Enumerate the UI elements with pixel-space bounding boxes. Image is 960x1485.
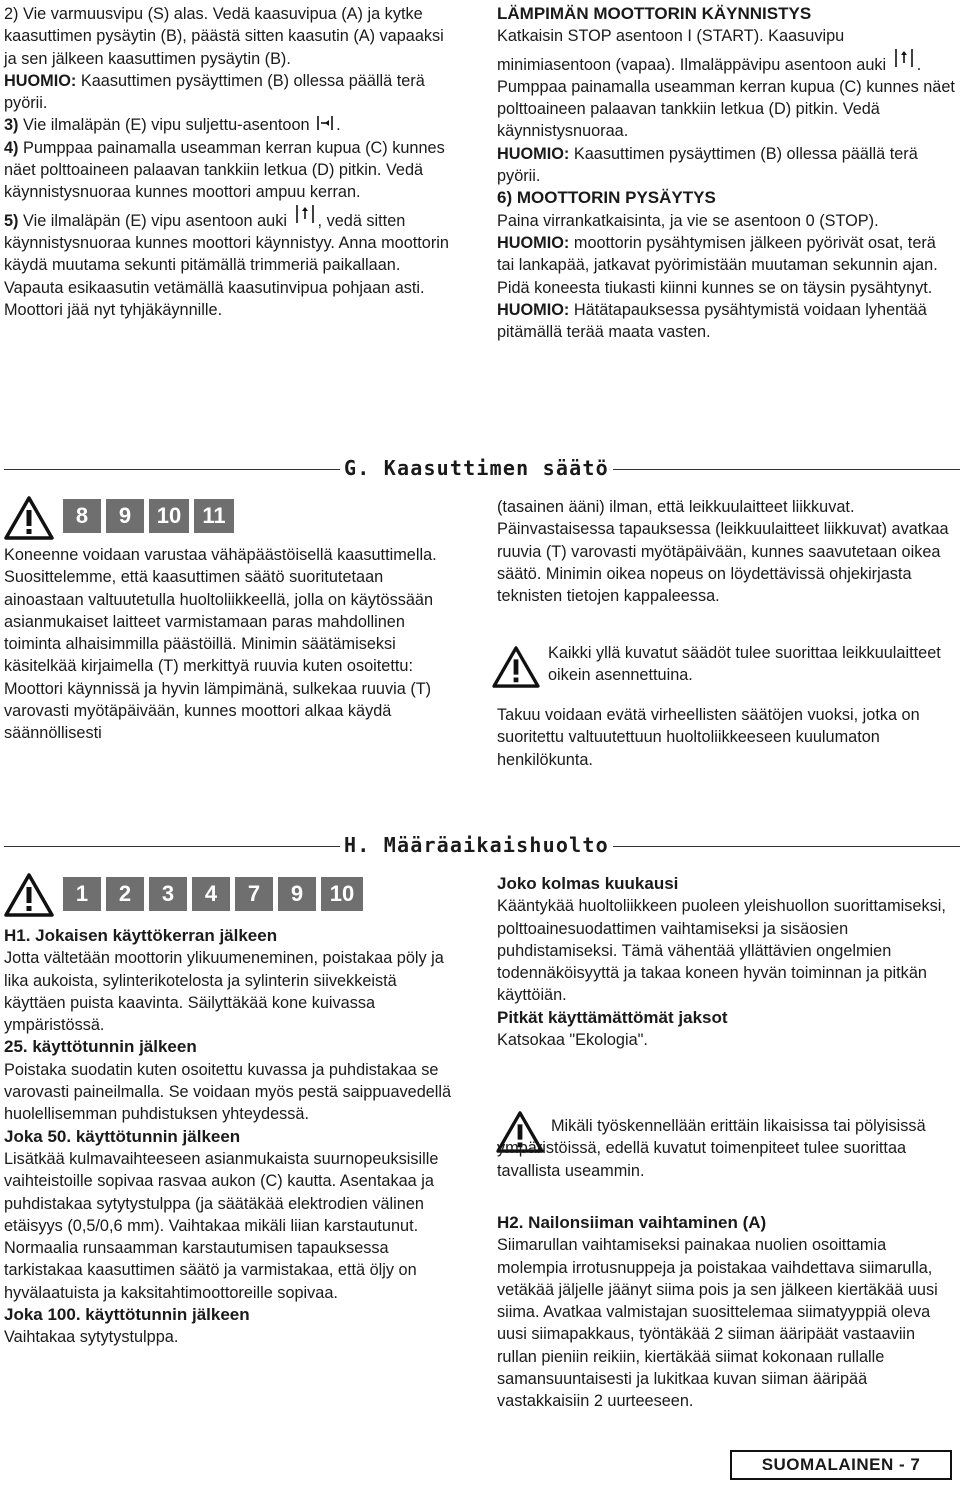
section-g-figure-refs xyxy=(63,499,234,533)
warning-triangle-icon xyxy=(4,873,54,917)
step-5-text xyxy=(4,204,456,321)
section-g-right xyxy=(497,496,955,607)
h100-heading: Joka 100. käyttötunnin jälkeen xyxy=(4,1305,250,1325)
step-4-number: 4) xyxy=(4,138,19,157)
h100-text: Vaihtakaa sytytystulppa. xyxy=(4,1328,179,1347)
warning-text: Mikäli työskennellään erittäin likaisissa tai pölyisissä ympäristöissä, edellä kuvatut toimenpiteet tulee suorittaa tavallista useammin. xyxy=(497,1117,926,1180)
section-g-warranty xyxy=(497,704,955,771)
figure-ref: 10 xyxy=(149,499,189,533)
figure-ref: 7 xyxy=(235,877,273,911)
choke-open-icon xyxy=(294,204,316,224)
section-h-right xyxy=(497,873,955,1051)
h50-heading: Joka 50. käyttötunnin jälkeen xyxy=(4,1126,241,1146)
note-text: Kaasuttimen pysäyttimen (B) ollessa päällä terä pyörii. xyxy=(4,71,425,113)
idle-text: Katsokaa "Ekologia". xyxy=(497,1031,648,1050)
warm-note xyxy=(497,143,955,188)
warning-triangle-icon xyxy=(492,646,540,688)
step-5-number: 5) xyxy=(4,211,19,230)
figure-ref: 1 xyxy=(63,877,101,911)
figure-ref: 9 xyxy=(278,877,316,911)
note-text: moottorin pysähtymisen jälkeen pyörivät osat, terä tai lankapää, jatkavat pyörimistään muutaman sekunnin ajan. Pidä koneesta tiukasti kiinni kunnes se on täysin pysähtynyt. xyxy=(497,233,938,297)
note-label: HUOMIO: xyxy=(497,300,570,319)
section-h-warning xyxy=(497,1115,955,1182)
section-g-warning xyxy=(548,642,948,687)
step-3-body: Vie ilmaläpän (E) vipu suljettu-asentoon xyxy=(18,116,310,135)
stop-heading: 6) MOOTTORIN PYSÄYTYS xyxy=(497,188,716,208)
section-g-left xyxy=(4,544,456,745)
carburetor-text: Koneenne voidaan varustaa vähäpäästöisellä kaasuttimella. Suosittelemme, että kaasuttimen säätö suoritutetaan ainoastaan valtuutetulla huoltoliikkeellä, jolla on käytössään asianmukaiset laitteet varmistamaan paras mahdollinen toiminta alhaisimmilla päästöillä. Minimin säätämiseksi käsitelkää kirjaimella (T) merkittyä ruuvia kuten osoitettu: Moottori käynnissä ja hyvin lämpimänä, sulkekaa ruuvia (T) varovasti myötäpäivään, kunnes moottori alkaa käydä säännöllisesti xyxy=(4,546,437,743)
warning-text: Kaikki yllä kuvatut säädöt tulee suorittaa leikkuulaitteet oikein asennettuina. xyxy=(548,644,941,685)
stop-text: Paina virrankatkaisinta, ja vie se asentoon 0 (STOP). xyxy=(497,211,879,230)
quarter-text: Kääntykää huoltoliikkeen puoleen yleishuollon suorittamiseksi, polttoainesuodattimen vaihtamiseksi ja sisäosien puhdistamiseksi. Tämä vähentää yllättävien ongelmien todennäköisyyttä ja takaa koneen hyvän toiminnan ja pitkän käyttöiän. xyxy=(497,897,946,1005)
figure-ref: 9 xyxy=(106,499,144,533)
idle-heading: Pitkät käyttämättömät jaksot xyxy=(497,1007,728,1027)
step-3-number: 3) xyxy=(4,116,19,135)
note-text: Hätätapauksessa pysähtymistä voidaan lyhentää pitämällä terää maata vasten. xyxy=(497,300,927,342)
section-h2 xyxy=(497,1212,955,1413)
quarter-heading: Joko kolmas kuukausi xyxy=(497,874,679,893)
carburetor-text-cont: (tasainen ääni) ilman, että leikkuulaitteet liikkuvat. Päinvastaisessa tapauksessa (leikkuulaitteet liikkuvat) avatkaa ruuvia (T) varovasti myötäpäivään, kunnes saavutetaan oikea säätö. Minimin oikea nopeus on löydettävissä ohjekirjasta teknisten tietojen kappaleessa. xyxy=(497,498,949,606)
note-label: HUOMIO: xyxy=(497,233,570,252)
h1-heading: H1. Jokaisen käyttökerran jälkeen xyxy=(4,926,278,945)
warm-start-text xyxy=(497,25,955,142)
page-footer-label: SUOMALAINEN - 7 xyxy=(730,1450,952,1480)
step-4-body: Pumppaa painamalla useamman kerran kupua (C) kunnes näet polttoaineen palaavan tankkiin letkua (D) pitkin. Vedä käynnistysnuoraa kunnes moottori ampuu kerran. xyxy=(4,138,445,202)
note-label: HUOMIO: xyxy=(497,144,570,163)
note-label: HUOMIO: xyxy=(4,71,77,90)
h2-heading: H2. Nailonsiiman vaihtaminen (A) xyxy=(497,1213,767,1232)
figure-ref: 2 xyxy=(106,877,144,911)
figure-ref: 8 xyxy=(63,499,101,533)
step-5-end: , vedä sitten käynnistysnuoraa kunnes moottori käynnistyy. Anna moottorin käydä muutama sekunti pitämällä trimmeriä paikallaan. Vapauta esikaasutin vetämällä kaasutinvipua pohjaan asti. Moottori jää nyt tyhjäkäynnille. xyxy=(4,211,449,319)
note-paragraph xyxy=(4,70,456,115)
step-3-text xyxy=(4,114,456,136)
step-4-text xyxy=(4,137,456,204)
section-g-title: G. Kaasuttimen säätö xyxy=(340,456,613,480)
figure-ref: 3 xyxy=(149,877,187,911)
h1-text: Jotta vältetään moottorin ylikuumeneminen, poistakaa pöly ja lika aukoista, sylinterikotelosta ja sylinterin siivekkeistä käyttäen puista kaavinta. Säilyttäkää kone kuivassa ympäristössä. xyxy=(4,949,444,1035)
choke-closed-icon xyxy=(316,115,334,131)
stop-note xyxy=(497,232,955,299)
note-text: Kaasuttimen pysäyttimen (B) ollessa päällä terä pyörii. xyxy=(497,144,918,186)
figure-ref: 10 xyxy=(321,877,363,911)
warranty-text: Takuu voidaan evätä virheellisten säätöjen vuoksi, jotka on suoritettu valtuutettuun huoltoliikkeeseen kuulumaton henkilökunta. xyxy=(497,706,920,769)
h50-text: Lisätkää kulmavaihteeseen asianmukaista suurnopeuksisille vaihteistoille sopivaa rasvaa aukon (C) kautta. Asentakaa ja puhdistakaa sytytystulppa (ja säätäkää elektrodien välinen etäisyys (0,5/0,6 mm). Vaihtakaa mikäli liian karstautunut. Normaalia runsaamman karstautumisen tapauksessa tarkistakaa kaasuttimen säätö ja varmistakaa, että öljy on hyvälaatuista ja kaksitahtimoottoreille sopivaa. xyxy=(4,1149,439,1302)
h25-heading: 25. käyttötunnin jälkeen xyxy=(4,1037,197,1057)
section-h-title: H. Määräaikaishuolto xyxy=(340,833,613,857)
warm-start-heading: LÄMPIMÄN MOOTTORIN KÄYNNISTYS xyxy=(497,4,812,23)
step-5-body: Vie ilmaläpän (E) vipu asentoon auki xyxy=(18,211,287,230)
step-3-end: . xyxy=(336,116,341,135)
figure-ref: 11 xyxy=(194,499,234,533)
choke-open-icon xyxy=(893,48,915,68)
warning-triangle-icon xyxy=(4,496,54,540)
h25-text: Poistaka suodatin kuten osoitettu kuvassa ja puhdistakaa se varovasti paineilmalla. Se voidaan myös pestä saippuavedellä huolellisemman puhdistuksen yhteydessä. xyxy=(4,1060,452,1124)
step-2-text: 2) Vie varmuusvipu (S) alas. Vedä kaasuvipua (A) ja kytke kaasuttimen pysäytin (B), päästä sitten kaasutin (A) vapaaksi ja sen jälkeen kaasuttimen pysäytin (B). xyxy=(4,5,444,68)
warm-start-body: Katkaisin STOP asentoon I (START). Kaasuvipu minimiasentoon (vapaa). Ilmaläppävipu asentoon auki xyxy=(497,27,887,74)
warm-start-end: . Pumppaa painamalla useamman kerran kupua (C) kunnes näet polttoaineen palaavan tankkiin letkua (D) pitkin. Vedä käynnistysnuoraa. xyxy=(497,55,955,141)
section-h-left xyxy=(4,925,456,1349)
figure-ref: 4 xyxy=(192,877,230,911)
emergency-note xyxy=(497,299,955,344)
top-left-column xyxy=(4,3,456,321)
top-right-column xyxy=(497,3,955,343)
section-h-figure-refs xyxy=(63,877,363,911)
h2-text: Siimarullan vaihtamiseksi painakaa nuolien osoittamia molempia irrotusnuppeja ja poistakaa vaihdettava siimarulla, vetäkää jäljelle jäänyt siima pois ja sen jälkeen kiertäkää uusi siima. Avatkaa valmistajan suosittelemaa siimatyyppiä oleva uusi siimapakkaus, työntäkää 2 siiman ääripäät vastaaviin rullan pieniin reikiin, kiertäkää siimat kokonaan rullalle samansuuntaisesti ja lukitkaa kuvan siiman ääripää vastakkaisiin 2 uurteeseen. xyxy=(497,1236,938,1411)
